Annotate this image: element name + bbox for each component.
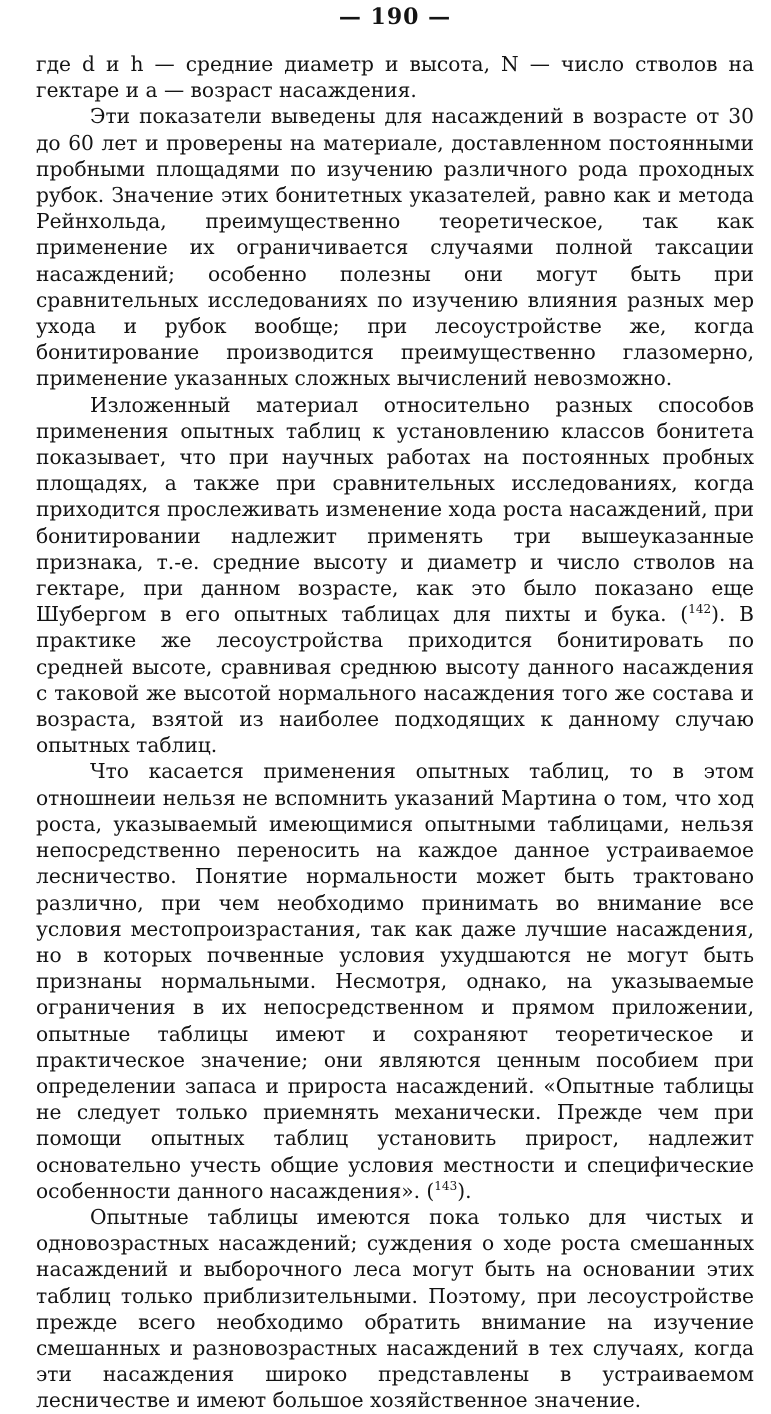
paragraph-bonitet-methods (36, 392, 754, 759)
paragraph-text: Эти показатели выведены для насаждений в возрасте от 30 до 60 лет и проверены на материале, доставленном постоянными пробными площадями по изучению различного рода проходных рубок. Значение этих бонитетных указателей, равно как и метода Рейнхольда, преимущественно теоретическое, так как применение их ограничивается случаями полной таксации насаждений; особенно полезны они могут быть при сравнительных исследованиях по изучению влияния разных мер ухода и рубок вообще; при лесоустройстве же, когда бонитирование производится преимущественно глазомерно, применение указанных сложных вычислений невозможно. (36, 104, 754, 391)
paragraph-text: где d и h — средние диаметр и высота, N — число стволов на гектаре и a — возраст насаждения. (36, 52, 754, 103)
book-page (36, 0, 755, 1413)
paragraph-mixed-stands (36, 1204, 754, 1414)
paragraph-text: Опытные таблицы имеются пока только для чистых и одновозрастных насаждений; суждения о ходе роста смешанных насаждений и выборочного леса могут быть на основании этих таблиц только приблизительными. Поэтому, при лесоустройстве прежде всего необходимо обратить внимание на изучение смешанных и разновозрастных насаждений в тех случаях, когда эти насаждения широко представлены в устраиваемом лесничестве и имеют большое хозяйственное значение. (36, 1204, 754, 1413)
paragraph-text: Что касается применения опытных таблиц, то в этом отношнеии нельзя не вспомнить указаний Мартина о том, что ход роста, указываемый имеющимися опытными таблицами, нельзя непосредственно переносить на каждое данное устраиваемое лесничество. Понятие нормальности может быть трактовано различно, при чем необходимо принимать во внимание все условия местопроизрастания, так как даже лучшие насаждения, но в которых почвенные условия ухудшаются не могут быть признаны нормальными. Несмотря, однако, на указываемые ограничения в их непосредственном и прямом приложении, опытные таблицы имеют и сохраняют теоретическое и практическое значение; они являются ценным пособием при определении запаса и прироста насаждений. «Опытные таблицы не следует только приемнять механически. Прежде чем при помощи опытных таблиц установить прирост, надлежит основательно учесть общие условия местности и специфические особенности данного насаждения». ( (36, 759, 754, 1203)
page-number: — 190 — (338, 4, 452, 30)
paragraph-indicators (36, 103, 754, 391)
body-text (36, 51, 754, 1414)
paragraph-yield-tables-application (36, 758, 754, 1203)
footnote-reference: 143 (434, 1178, 458, 1193)
paragraph-formula-legend (36, 51, 754, 103)
paragraph-text: Изложенный материал относительно разных способов применения опытных таблиц к установлению классов бонитета показывает, что при научных работах на постоянных пробных площадях, а также при сравнительных исследованиях, когда приходится прослеживать изменение хода роста насаждений, при бонитировании надлежит применять три вышеуказанные признака, т.-е. средние высоту и диаметр и число стволов на гектаре, при данном возрасте, как это было показано еще Шубергом в его опытных таблицах для пихты и бука. ( (36, 392, 754, 627)
paragraph-text-continued: ). В практике же лесоустройства приходится бонитировать по средней высоте, сравнивая среднюю высоту данного насаждения с таковой же высотой нормального насаждения того же состава и возраста, взятой из наиболее подходящих к данному случаю опытных таблиц. (36, 602, 755, 758)
paragraph-text-continued: ). (457, 1178, 472, 1203)
footnote-reference: 142 (688, 602, 712, 617)
